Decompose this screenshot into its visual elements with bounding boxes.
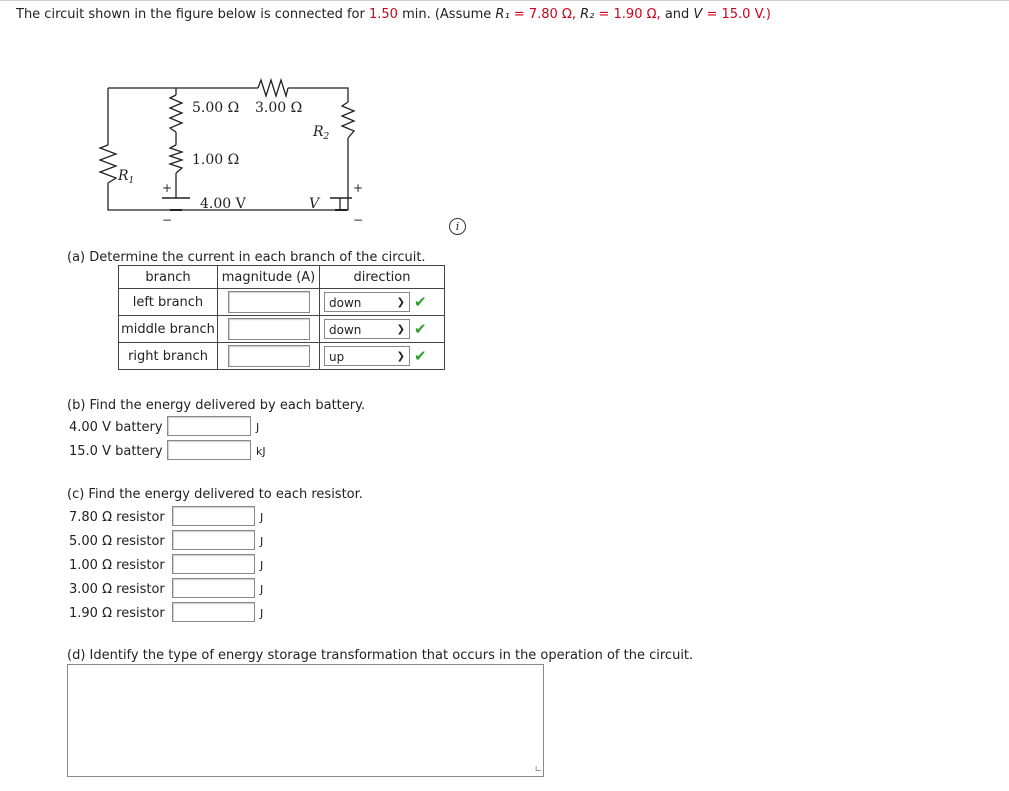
resistor-1-90-unit: J [260, 607, 264, 620]
right-direction-select[interactable]: up ❯ [324, 346, 410, 366]
problem-statement: The circuit shown in the figure below is connected for 1.50 min. (Assume R₁ = 7.80 Ω, R₂ = 1.90 Ω, and V = 15.0 V.) [16, 7, 771, 22]
resistor-1-00-unit: J [260, 559, 264, 572]
energy-transformation-textarea[interactable] [67, 664, 544, 777]
part-d-question: (d) Identify the type of energy storage transformation that occurs in the operation of the circuit. [67, 648, 694, 663]
resistor-top [258, 80, 288, 96]
label-3ohm: 3.00 Ω [255, 100, 303, 116]
label-r1: $R_1$ [118, 168, 135, 186]
resistor-1-90-energy-input[interactable] [172, 602, 255, 622]
resistor-1ohm [170, 145, 182, 173]
chevron-down-icon: ❯ [396, 324, 405, 335]
resistor-7-80-label: 7.80 Ω resistor [69, 510, 165, 525]
time-value: 1.50 [368, 7, 398, 22]
label-v: V [309, 196, 320, 212]
circuit-diagram [90, 70, 390, 230]
right-magnitude-input[interactable] [228, 345, 310, 367]
resistor-3-00-unit: J [260, 583, 264, 596]
resize-grip-icon[interactable]: ∟ [534, 765, 542, 775]
check-icon: ✔ [414, 347, 427, 365]
resistor-3-00-label: 3.00 Ω resistor [69, 582, 165, 597]
minus-left: − [162, 213, 173, 227]
r2-value: = 1.90 Ω, [598, 7, 661, 22]
info-icon[interactable]: i [449, 218, 466, 235]
resistor-1-90-label: 1.90 Ω resistor [69, 606, 165, 621]
chevron-down-icon: ❯ [396, 297, 405, 308]
header-magnitude: magnitude (A) [218, 266, 320, 289]
label-4v: 4.00 V [200, 196, 246, 212]
middle-magnitude-input[interactable] [228, 318, 310, 340]
left-direction-select[interactable]: down ❯ [324, 292, 410, 312]
current-table [118, 265, 445, 370]
resistor-5-00-label: 5.00 Ω resistor [69, 534, 165, 549]
resistor-5-00-unit: J [260, 535, 264, 548]
label-1ohm: 1.00 Ω [192, 152, 240, 168]
check-icon: ✔ [414, 293, 427, 311]
part-c-question: (c) Find the energy delivered to each resistor. [67, 487, 363, 502]
label-r2: $R_2$ [313, 124, 330, 142]
branch-label: left branch [119, 289, 218, 316]
top-divider [0, 0, 1009, 1]
middle-direction-select[interactable]: down ❯ [324, 319, 410, 339]
plus-right: + [353, 181, 364, 195]
resistor-r1 [100, 145, 116, 183]
battery-4v-label: 4.00 V battery [69, 420, 163, 435]
resistor-r2 [342, 102, 354, 138]
table-row [119, 343, 445, 370]
resistor-7-80-unit: J [260, 511, 264, 524]
branch-label: right branch [119, 343, 218, 370]
header-branch: branch [119, 266, 218, 289]
chevron-down-icon: ❯ [396, 351, 405, 362]
resistor-3-00-energy-input[interactable] [172, 578, 255, 598]
r1-value: = 7.80 Ω, [513, 7, 576, 22]
part-a-question: (a) Determine the current in each branch of the circuit. [67, 250, 426, 265]
header-direction: direction [320, 266, 445, 289]
resistor-5-00-energy-input[interactable] [172, 530, 255, 550]
label-5ohm: 5.00 Ω [192, 100, 240, 116]
part-b-question: (b) Find the energy delivered by each battery. [67, 398, 366, 413]
wire-right-bottom [342, 138, 348, 210]
minus-right: − [353, 213, 364, 227]
battery-4v-unit: J [256, 421, 260, 434]
battery-15v-unit: kJ [256, 445, 266, 458]
check-icon: ✔ [414, 320, 427, 338]
branch-label: middle branch [119, 316, 218, 343]
resistor-1-00-label: 1.00 Ω resistor [69, 558, 165, 573]
table-row [119, 316, 445, 343]
table-row [119, 289, 445, 316]
battery-4v-energy-input[interactable] [167, 416, 251, 436]
left-magnitude-input[interactable] [228, 291, 310, 313]
resistor-7-80-energy-input[interactable] [172, 506, 255, 526]
resistor-1-00-energy-input[interactable] [172, 554, 255, 574]
battery-15v-energy-input[interactable] [167, 440, 251, 460]
resistor-5ohm [170, 95, 182, 132]
table-header-row [119, 266, 445, 289]
battery-15v-label: 15.0 V battery [69, 444, 163, 459]
v-value: = 15.0 V.) [706, 7, 771, 22]
plus-left: + [162, 181, 173, 195]
